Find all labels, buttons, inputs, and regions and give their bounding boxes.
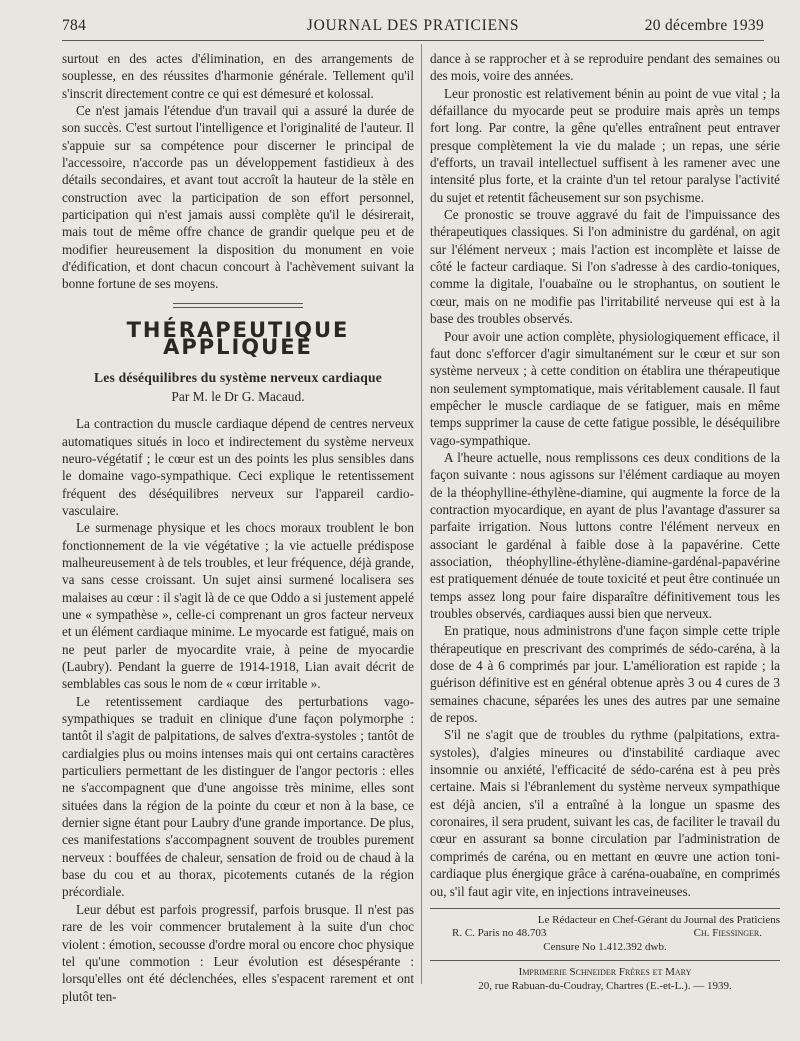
intro-paragraph: surtout en des actes d'élimination, en des arrangements de souplesse, en des réussites d'harmonie générale. Tellement qu'il s'inscrit directement contre ce qui est démesuré et kolossal. <box>62 51 414 101</box>
page-number: 784 <box>62 17 87 34</box>
left-column <box>62 50 414 1005</box>
intro-paragraph: Ce n'est jamais l'étendue d'un travail qui a assuré la durée de son succès. C'est surtout l'intelligence et l'originalité de l'auteur. Il s'appuie sur sa compétence pour discerner le principal de l'accessoire, n'accorde pas un développement fastidieux à des détails secondaires, et avant tout accroît la hauteur de la stèle en construction avec la participation de son effort personnel, participation qui n'est jamais aussi complète qu'il le désirerait, mais tout de même offre chance de grandir quelque peu et de modifier heureusement la disposition du monument en voie d'édification, et dont chacun concourt à l'achèvement suivant la bonne fortune de ses moyens. <box>62 103 414 292</box>
editor-line: Le Rédacteur en Chef-Gérant du Journal des Praticiens <box>537 913 780 926</box>
article-paragraph: Ce pronostic se trouve aggravé du fait de l'impuissance des thérapeutiques classiques. Si l'on administre du gardénal, on agit sur l'élément nerveux ; mais l'action est incomplète et laisse de côté le facteur cardiaque. Si l'on s'adresse à des cardio-toniques, comme la digitale, l'ouabaïne ou le strophantus, on soutient le cœur, mais on ne modifie pas l'irritabilité nerveuse qui est à la base des troubles observés. <box>430 207 780 327</box>
editor-signature: Ch. Fiessinger. <box>693 927 762 940</box>
printer-address: 20, rue Rabuan-du-Coudray, Chartres (E.-et-L.). — 1939. <box>478 979 732 992</box>
journal-title: JOURNAL DES PRATICIENS <box>306 17 520 34</box>
article-paragraph: A l'heure actuelle, nous remplissons ces deux conditions de la façon suivante : nous agissons sur l'élément cardiaque au moyen de la théophylline-éthylène-diamine, qui augmente la force de la contraction myocardique, en ayant de plus l'avantage d'assurer sa parfaite irrigation. Nous luttons contre l'élément nerveux en associant le gardénal à faible dose à la papavérine. Cette association, théophylline-éthylène-diamine-gardénal-papavérine est pratiquement dénuée de toute toxicité et peut être continuée un temps assez long pour faire disparaître définitivement tous les troubles observés, cardiaques aussi bien que nerveux. <box>430 449 780 621</box>
section-separator <box>173 303 303 308</box>
header-rule <box>62 40 764 41</box>
article-paragraph: Leur pronostic est relativement bénin au point de vue vital ; la défaillance du myocarde peut se produire mais après un temps fort long. Par contre, la gêne qu'elles entraînent peut entraver presque complètement la vie du malade ; un repas, une série d'efforts, un travail intellectuel suffisent à les ramener avec une intensité plus forte, et la crainte d'un tel retour paralyse l'activité du sujet et retentit fâcheusement sur son psychisme. <box>430 85 780 205</box>
registry-number: R. C. Paris no 48.703 <box>452 927 547 940</box>
issue-date: 20 décembre 1939 <box>644 17 764 34</box>
article-paragraph: Leur début est parfois progressif, parfois brusque. Il n'est pas rare de les voir commencer brutalement à la suite d'un choc violent : émotion, secousse d'ordre moral ou encore choc physique tel qu'une commotion : Leur évolution est désespérante : lorsqu'elles ont été déclenchées, elles s'espacent rarement et ont plutôt ten- <box>62 901 414 1004</box>
censure-number: Censure No 1.412.392 dwb. <box>543 940 667 953</box>
running-header <box>62 17 764 39</box>
article-paragraph: S'il ne s'agit que de troubles du rythme (palpitations, extra-systoles), d'algies mineures ou d'instabilité cardiaque avec insomnie ou anxiété, l'efficacité de sédo-caréna est à peu près certaine. Mais si l'ébranlement du système nerveux sympathique est déjà ancien, s'il a entraîné à la longue un spasme des coronaires, il sera prudent, suivant les cas, de faciliter le travail du cœur en assurant sa bonne circulation par l'administration de comprimés de caréna, ou en mettant en œuvre une action toni-cardiaque plus énergique grâce à caréna-ouabaïne, en comprimés ou, s'il faut agir vite, en injections intraveineuses. <box>430 727 780 899</box>
right-column <box>430 50 780 993</box>
article-paragraph: La contraction du muscle cardiaque dépend de centres nerveux automatiques situés in loco et indirectement du système nerveux neuro-végétatif ; le cœur est un des points les plus sensibles dans le domaine vago-sympathique. Ceci explique le retentissement fréquent des déséquilibres nerveux sur l'appareil cardio-vasculaire. <box>62 416 414 518</box>
article-paragraph: Le surmenage physique et les chocs moraux troublent le bon fonctionnement de la vie végétative ; la vie actuelle prédispose malheureusement à de tels troubles, et leur fréquence, déjà grande, va sans cesse croissant. Un sujet ainsi surmené localisera ses malaises au cœur : il s'agit là de ce que Oddo a si justement appelé une « sympathèse », celle-ci comprenant un gros facteur nerveux et un élément cardiaque minime. Le myocarde est fatigué, mais on ne peut parler de myocardite vraie, à peine de myocardie (Laubry). Pendant la guerre de 1914-1918, Lian avait décrit de semblables cas sous le nom de « cœur irritable ». <box>62 520 414 692</box>
printer-imprint <box>430 960 780 993</box>
article-author: Par M. le Dr G. Macaud. <box>171 388 305 404</box>
article-title: Les déséquilibres du système nerveux cardiaque <box>93 369 382 385</box>
article-paragraph: Le retentissement cardiaque des perturbations vago-sympathiques se traduit en clinique d'une façon polymorphe : tantôt il s'agit de palpitations, de salves d'extra-systoles ; tantôt de cardialgies plus ou moins intenses mais qui ont certains caractères particuliers permettant de les distinguer de l'angor pectoris : elles ne s'accompagnent que d'une angoisse très minime, elles sont situées dans la région de la pointe du cœur et non à la base, ce dernier signe étant pour Laubry d'une grande importance. De plus, ces manifestations s'accompagnent souvent de troubles purement nerveux : bouffées de chaleur, sensation de froid ou de chaud à la base du cou et au thorax, picotements cutanés de la région précordiale. <box>62 693 414 900</box>
printer-name: Imprimerie Schneider Frères et Mary <box>518 966 692 979</box>
article-paragraph: En pratique, nous administrons d'une façon simple cette triple thérapeutique en prescrivant des comprimés de sédo-caréna, à la dose de 4 à 6 comprimés par jour. L'amélioration est rapide ; la guérison définitive est en général obtenue après 3 ou 4 cures de 3 semaines chacune, séparées les unes des autres par une semaine de repos. <box>430 623 780 726</box>
article-paragraph: Pour avoir une action complète, physiologiquement efficace, il faut donc s'efforcer d'agir simultanément sur le cœur et sur son système nerveux ; à cette condition on établira une thérapeutique non seulement symptomatique, mais véritablement causale. Il faut empêcher le muscle cardiaque de se fatiguer, mais en même temps supprimer la cause de cette fatigue possible, le déséquilibre vago-sympathique. <box>430 328 780 448</box>
editor-colophon <box>430 908 780 955</box>
section-title: THÉRAPEUTIQUE APPLIQUÉE <box>126 317 350 360</box>
article-paragraph: dance à se rapprocher et à se reproduire pendant des semaines ou des mois, voire des années. <box>430 51 780 84</box>
column-divider <box>421 44 422 984</box>
